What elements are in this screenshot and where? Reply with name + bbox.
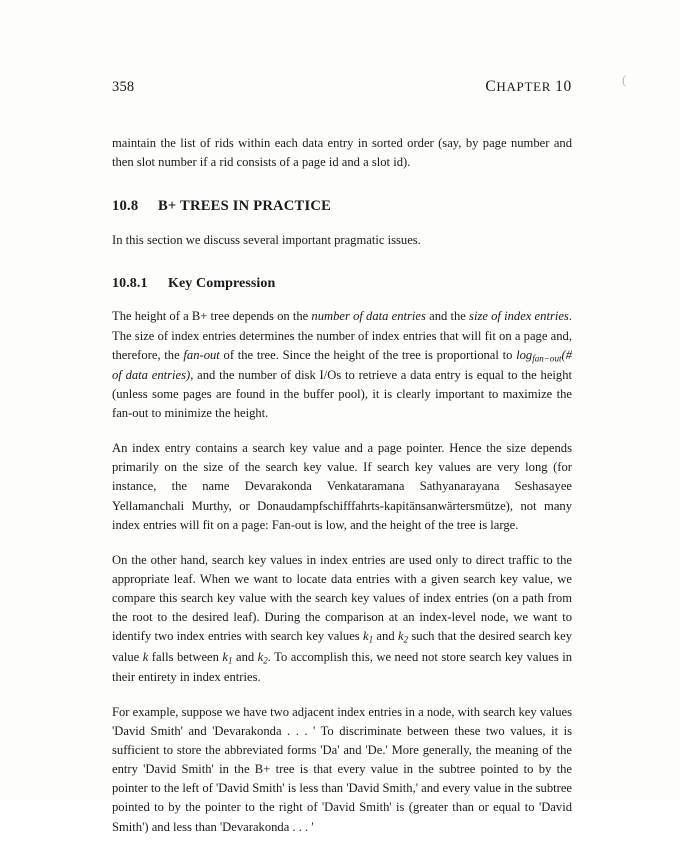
running-header [112,78,572,96]
math-log: log [516,347,533,362]
math-k2-sub: 2 [403,634,409,645]
p3-a: On the other hand, search key values in index entries are used only to direct traffic to the appropriate leaf. When we want to locate data entries with a given search key value, we compare this search key value with the search key values of index entries (on a path from the root to the desired leaf). During the comparison at an index-level node, we want to identify two index entries with search key values [112,552,572,644]
section-intro-paragraph: In this section we discuss several important pragmatic issues. [112,233,421,248]
paragraph-index-entry-size: An index entry contains a search key value and a page pointer. Hence the size depends primarily on the size of the search key value. If search key values are very long (for instance, the name Devarakonda Venkataramana Sathyanarayana Seshasayee Yellamanchali Murthy, or Donaudampfschifffahrts-kapitänsanwärtersmütze), not many index entries will fit on a page: Fan-out is low, and the height of the tree is large. [112,441,572,532]
paragraph-height-fanout [112,307,572,423]
section-heading [112,198,572,215]
p3-f: . To accomplish this, we need not store search key values in their entirety in index entries. [112,649,572,684]
section-number: 10.8 [112,198,139,215]
chapter-label-initial: C [485,78,497,95]
math-k1-b-sub: 1 [227,654,233,665]
math-k2: k [397,629,404,644]
p3-c: such that the desired search key value [112,629,572,664]
subsection-title: Key Compression [168,276,276,292]
p1-italic-number-of-data-entries: number of data entries [311,309,426,324]
page-content [112,78,572,853]
math-k: k [142,649,149,664]
paragraph-search-key-comparison [112,551,572,687]
p3-d: falls between [148,649,223,664]
p3-b: and [373,629,398,644]
p3-e: and [232,649,258,664]
section-title: B+ TREES IN PRACTICE [158,198,332,215]
chapter-number: 10 [555,78,572,95]
subsection-number: 10.8.1 [112,276,148,292]
p1-italic-size-of-index-entries: size of index entries [469,309,569,324]
chapter-label-rest: HAPTER [496,79,552,94]
p1-a: The height of a B+ tree depends on the [112,309,312,324]
math-k1-b: k [222,649,228,664]
corner-mark: ( [622,72,627,87]
p1-italic-fan-out: fan-out [183,347,220,362]
page-number: 358 [112,79,135,95]
paragraph-example-abbreviation: For example, suppose we have two adjacent index entries in a node, with search key values 'David Smith' and 'Devarakonda . . . ' To discriminate between these two values, it is sufficient to store the abbreviated forms 'Da' and 'De.' More generally, the meaning of the entry 'David Smith' in the B+ tree is that every value in the subtree pointed to by the pointer to the left of 'David Smith' is less than 'David Smith,' and every value in the subtree pointed to by the pointer to the right of 'David Smith' is (greater than or equal to 'David Smith') and less than 'Devarakonda . . . ' [112,704,572,834]
p1-e: , and the number of disk I/Os to retrieve a data entry is equal to the height (unless some pages are found in the buffer pool), it is clearly important to maximize the fan-out to minimize the height. [112,367,573,421]
p1-d: of the tree. Since the height of the tree is proportional to [219,347,517,362]
math-k1: k [363,629,369,644]
math-log-subscript: fan−out [532,352,562,363]
p1-c: . The size of index entries determines the number of index entries that will fit on a page and, therefore, the [112,309,572,362]
math-k2-b-sub: 2 [263,654,268,665]
math-log-argument: (# of data entries) [112,347,572,382]
chapter-label [485,78,572,96]
math-k2-b: k [257,649,264,664]
math-k1-sub: 1 [368,634,374,645]
subsection-heading [112,276,572,292]
intro-paragraph: maintain the list of rids within each data entry in sorted order (say, by page number and then slot number if a rid consists of a page id and a slot id). [112,136,572,170]
p1-b: and the [425,309,470,324]
